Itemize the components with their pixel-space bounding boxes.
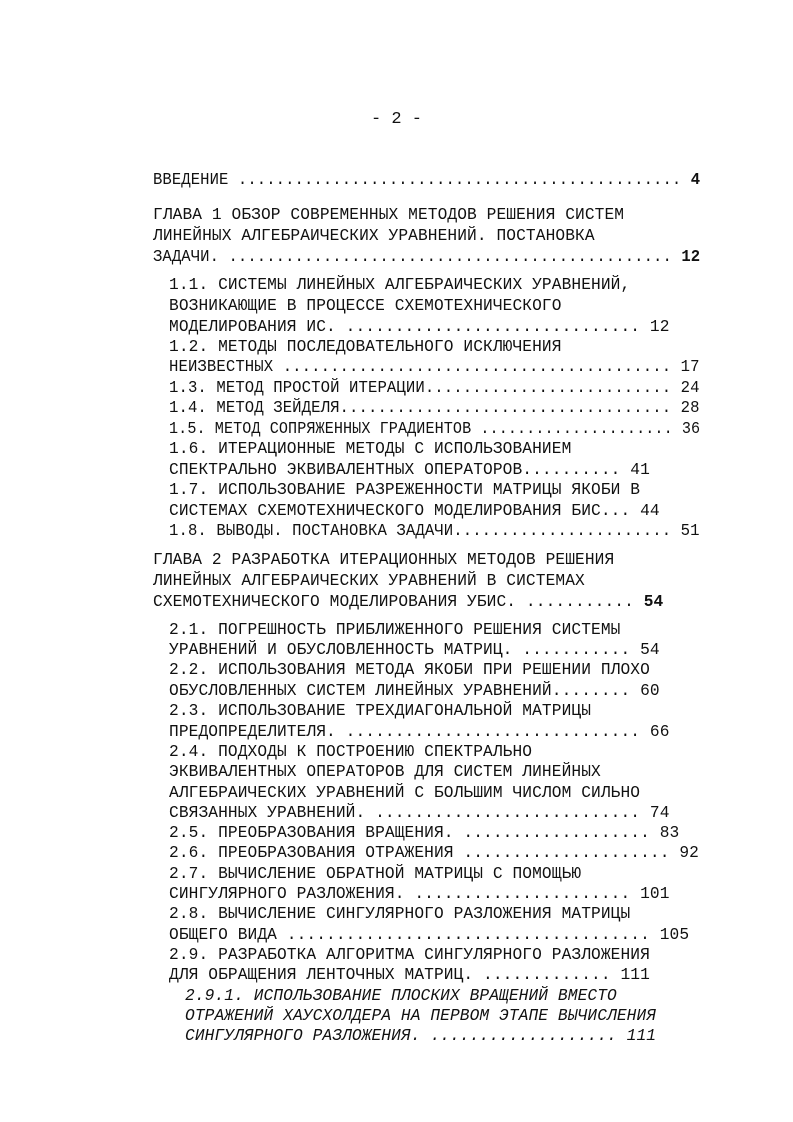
toc-2-4-line-4: СВЯЗАННЫХ УРАВНЕНИЙ. ........................... 74 xyxy=(169,804,670,822)
toc-1-6-line-2: СПЕКТРАЛЬНО ЭКВИВАЛЕНТНЫХ ОПЕРАТОРОВ.......... 41 xyxy=(169,461,650,479)
toc-2-8-line-1: 2.8. ВЫЧИСЛЕНИЕ СИНГУЛЯРНОГО РАЗЛОЖЕНИЯ МАТРИЦЫ xyxy=(169,905,631,923)
toc-2-9-1-line-2: ОТРАЖЕНИЙ ХАУСХОЛДЕРА НА ПЕРВОМ ЭТАПЕ ВЫЧИСЛЕНИЯ xyxy=(185,1007,657,1025)
toc-ch1-line-2: ЛИНЕЙНЫХ АЛГЕБРАИЧЕСКИХ УРАВНЕНИЙ. ПОСТАНОВКА xyxy=(153,227,595,245)
toc-2-1-line-1: 2.1. ПОГРЕШНОСТЬ ПРИБЛИЖЕННОГО РЕШЕНИЯ СИСТЕМЫ xyxy=(169,621,621,639)
toc-2-4-line-2: ЭКВИВАЛЕНТНЫХ ОПЕРАТОРОВ ДЛЯ СИСТЕМ ЛИНЕЙНЫХ xyxy=(169,763,601,781)
toc-ch2-line-3: СХЕМОТЕХНИЧЕСКОГО МОДЕЛИРОВАНИЯ УБИС. ........... 54 xyxy=(153,593,664,611)
toc-1-4-line-1: 1.4. МЕТОД ЗЕЙДЕЛЯ................................... 28 xyxy=(169,399,700,417)
toc-1-2-line-2: НЕИЗВЕСТНЫХ ......................................... 17 xyxy=(169,358,700,376)
toc-2-9-line-2: ДЛЯ ОБРАЩЕНИЯ ЛЕНТОЧНЫХ МАТРИЦ. ............. 111 xyxy=(169,966,650,984)
toc-2-7-line-1: 2.7. ВЫЧИСЛЕНИЕ ОБРАТНОЙ МАТРИЦЫ С ПОМОЩЬЮ xyxy=(169,865,582,883)
toc-1-5-line-1: 1.5. МЕТОД СОПРЯЖЕННЫХ ГРАДИЕНТОВ ..................... 36 xyxy=(169,420,701,438)
toc-1-2-line-1: 1.2. МЕТОДЫ ПОСЛЕДОВАТЕЛЬНОГО ИСКЛЮЧЕНИЯ xyxy=(169,338,562,356)
page-ref: 12 xyxy=(681,248,701,266)
toc-1-1-line-1: 1.1. СИСТЕМЫ ЛИНЕЙНЫХ АЛГЕБРАИЧЕСКИХ УРАВНЕНИЙ, xyxy=(169,276,631,294)
toc-1-1-line-2: ВОЗНИКАЮЩИЕ В ПРОЦЕССЕ СХЕМОТЕХНИЧЕСКОГО xyxy=(169,297,562,315)
toc-2-3-line-2: ПРЕДОПРЕДЕЛИТЕЛЯ. .............................. 66 xyxy=(169,723,670,741)
toc-ch2-line-1: ГЛАВА 2 РАЗРАБОТКА ИТЕРАЦИОННЫХ МЕТОДОВ РЕШЕНИЯ xyxy=(153,551,615,569)
page-ref: 4 xyxy=(690,171,701,189)
toc-2-3-line-1: 2.3. ИСПОЛЬЗОВАНИЕ ТРЕХДИАГОНАЛЬНОЙ МАТРИЦЫ xyxy=(169,702,592,720)
toc-1-3-line-1: 1.3. МЕТОД ПРОСТОЙ ИТЕРАЦИИ.......................... 24 xyxy=(169,379,700,397)
toc-2-7-line-2: СИНГУЛЯРНОГО РАЗЛОЖЕНИЯ. ...................... 101 xyxy=(169,885,670,903)
toc-2-9-1-line-1: 2.9.1. ИСПОЛЬЗОВАНИЕ ПЛОСКИХ ВРАЩЕНИЙ ВМЕСТО xyxy=(185,987,617,1005)
toc-ch2-line-2: ЛИНЕЙНЫХ АЛГЕБРАИЧЕСКИХ УРАВНЕНИЙ В СИСТЕМАХ xyxy=(153,572,585,590)
toc-2-8-line-2: ОБЩЕГО ВИДА ..................................... 105 xyxy=(169,926,690,944)
toc-1-7-line-2: СИСТЕМАХ СХЕМОТЕХНИЧЕСКОГО МОДЕЛИРОВАНИЯ БИС... 44 xyxy=(169,502,660,520)
toc-1-7-line-1: 1.7. ИСПОЛЬЗОВАНИЕ РАЗРЕЖЕННОСТИ МАТРИЦЫ ЯКОБИ В xyxy=(169,481,641,499)
page-number: - 2 - xyxy=(370,110,422,129)
toc-2-2-line-1: 2.2. ИСПОЛЬЗОВАНИЯ МЕТОДА ЯКОБИ ПРИ РЕШЕНИИ ПЛОХО xyxy=(169,661,650,679)
toc-1-6-line-1: 1.6. ИТЕРАЦИОННЫЕ МЕТОДЫ С ИСПОЛЬЗОВАНИЕМ xyxy=(169,440,572,458)
toc-2-1-line-2: УРАВНЕНИЙ И ОБУСЛОВЛЕННОСТЬ МАТРИЦ. ........... 54 xyxy=(169,641,660,659)
toc-ch1-line-3: ЗАДАЧИ. ............................................... 12 xyxy=(153,248,701,266)
toc-2-6-line-1: 2.6. ПРЕОБРАЗОВАНИЯ ОТРАЖЕНИЯ ..................... 92 xyxy=(169,844,699,862)
toc-2-4-line-3: АЛГЕБРАИЧЕСКИХ УРАВНЕНИЙ С БОЛЬШИМ ЧИСЛОМ СИЛЬНО xyxy=(169,784,641,802)
toc-ch1-line-1: ГЛАВА 1 ОБЗОР СОВРЕМЕННЫХ МЕТОДОВ РЕШЕНИЯ СИСТЕМ xyxy=(153,206,625,224)
toc-2-4-line-1: 2.4. ПОДХОДЫ К ПОСТРОЕНИЮ СПЕКТРАЛЬНО xyxy=(169,743,533,761)
toc-2-2-line-2: ОБУСЛОВЛЕННЫХ СИСТЕМ ЛИНЕЙНЫХ УРАВНЕНИЙ........ 60 xyxy=(169,682,660,700)
toc-1-1-line-3: МОДЕЛИРОВАНИЯ ИС. .............................. 12 xyxy=(169,318,670,336)
toc-1-8-line-1: 1.8. ВЫВОДЫ. ПОСТАНОВКА ЗАДАЧИ....................... 51 xyxy=(169,522,700,540)
page-ref: 54 xyxy=(643,593,664,611)
toc-2-9-line-1: 2.9. РАЗРАБОТКА АЛГОРИТМА СИНГУЛЯРНОГО РАЗЛОЖЕНИЯ xyxy=(169,946,650,964)
toc-2-5-line-1: 2.5. ПРЕОБРАЗОВАНИЯ ВРАЩЕНИЯ. ................... 83 xyxy=(169,824,680,842)
toc-intro-line-1: ВВЕДЕНИЕ ............................................... 4 xyxy=(153,171,701,189)
toc-2-9-1-line-3: СИНГУЛЯРНОГО РАЗЛОЖЕНИЯ. ................... 111 xyxy=(185,1027,657,1045)
